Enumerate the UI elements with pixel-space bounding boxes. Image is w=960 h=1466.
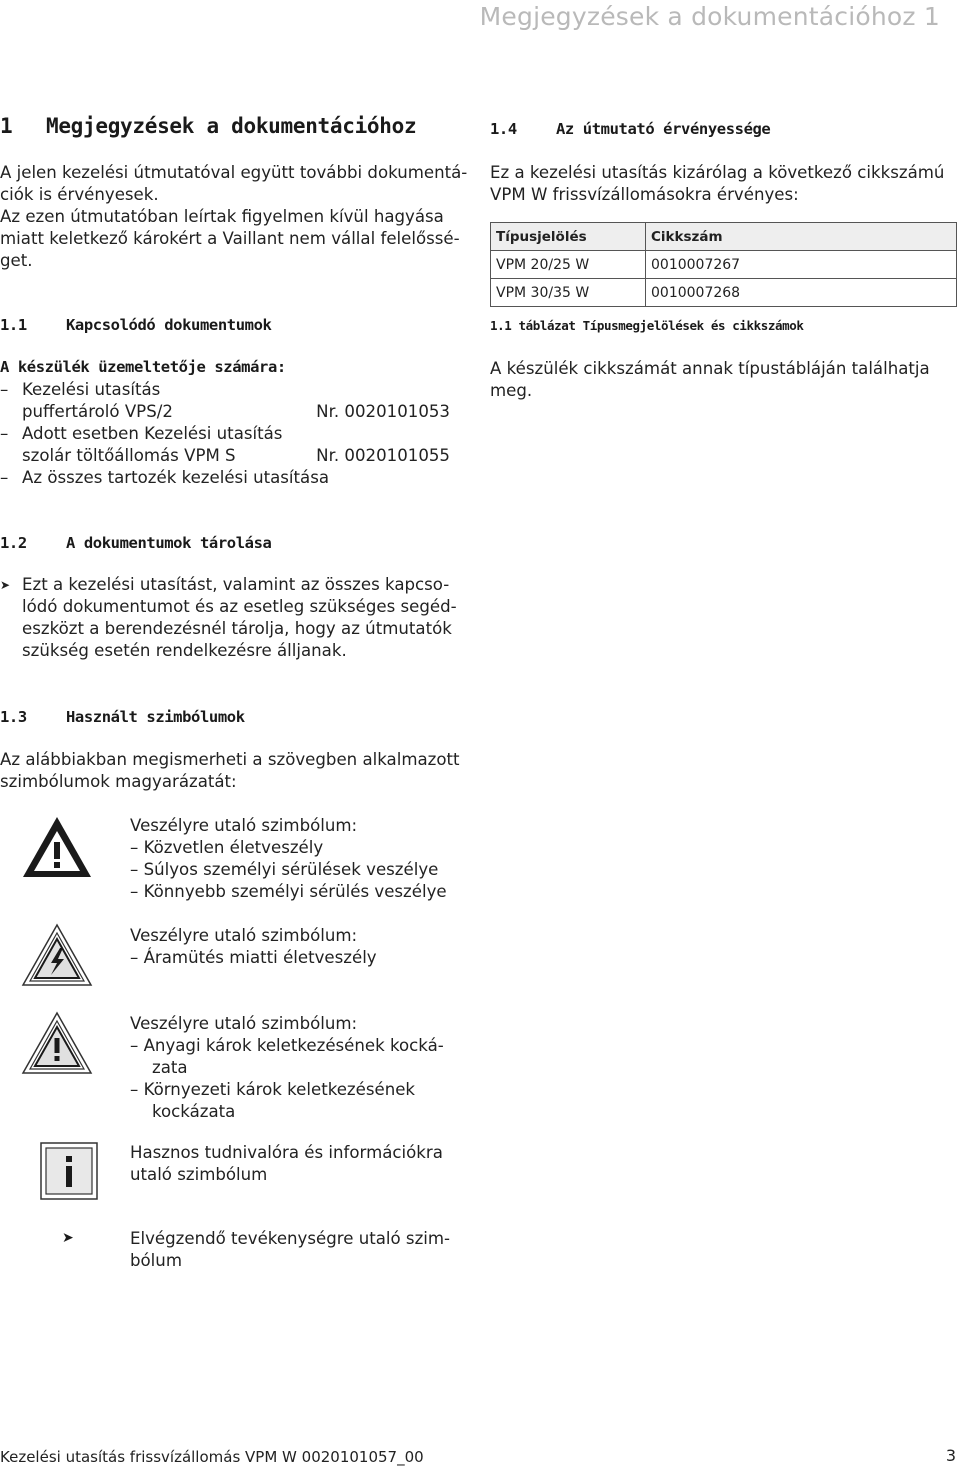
- table-cell: VPM 20/25 W: [491, 251, 646, 279]
- text-line: Az ezen útmutatóban leírtak figyelmen kívül hagyása: [0, 207, 444, 226]
- section-title: Megjegyzések a dokumentációhoz: [46, 114, 417, 138]
- section-number: 1.3: [0, 708, 27, 726]
- text-line: Hasznos tudnivalóra és információkra: [130, 1143, 443, 1162]
- text-line: miatt keletkező károkért a Vaillant nem vállal felelőssé-: [0, 229, 460, 248]
- text-line: szimbólumok magyarázatát:: [0, 772, 237, 791]
- related-documents-list: [0, 379, 470, 489]
- footer-document-id: Kezelési utasítás frissvízállomás VPM W 0020101057_00: [0, 1448, 424, 1466]
- running-header: Megjegyzések a dokumentációhoz 1: [479, 2, 940, 31]
- warning-triangle-bold-icon: [20, 814, 94, 884]
- type-table-wrapper: [490, 222, 957, 307]
- symbol-description: [130, 1013, 460, 1123]
- table-caption: 1.1 táblázat Típusmegjelölések és cikkszámok: [490, 318, 804, 333]
- text-line: VPM W frissvízállomásokra érvényes:: [490, 185, 799, 204]
- text-line: bólum: [130, 1251, 182, 1270]
- text-line: Ez a kezelési utasítás kizárólag a következő cikkszámú: [490, 163, 945, 182]
- table-cell: 0010007268: [646, 279, 957, 307]
- list-item-detail: [0, 401, 450, 423]
- text-line: – Anyagi károk keletkezésének kocká-: [130, 1036, 444, 1055]
- instruction-text: [22, 574, 457, 662]
- section-1-heading: [0, 114, 416, 138]
- doc-subtitle: puffertároló VPS/2: [22, 402, 173, 421]
- section-1-1-heading: [0, 316, 271, 334]
- doc-number: Nr. 0020101053: [316, 402, 450, 421]
- text-line: ciók is érvényesek.: [0, 185, 159, 204]
- table-cell: VPM 30/35 W: [491, 279, 646, 307]
- dash: –: [0, 424, 9, 443]
- section-1-3-heading: [0, 708, 245, 726]
- section-title: A dokumentumok tárolása: [66, 534, 272, 552]
- storage-instruction: [0, 574, 470, 662]
- list-item: [0, 423, 470, 445]
- text-line: A jelen kezelési útmutatóval együtt további dokumentá-: [0, 163, 468, 182]
- section-title: Az útmutató érvényessége: [556, 120, 771, 138]
- page-number: 3: [945, 1446, 956, 1465]
- arrow-bullet-icon: ➤: [0, 578, 11, 592]
- table-header-row: [491, 223, 957, 251]
- list-item: [0, 379, 470, 401]
- section-number: 1.1: [0, 316, 27, 334]
- table-row: [491, 279, 957, 307]
- text-line: lódó dokumentumot és az esetleg szükséges segéd-: [22, 597, 457, 616]
- text-line: get.: [0, 251, 33, 270]
- dash: –: [0, 468, 9, 487]
- section-number: 1.2: [0, 534, 27, 552]
- section-1-4-heading: [490, 120, 770, 138]
- section-1-intro: [0, 162, 470, 272]
- info-square-icon: [40, 1142, 98, 1204]
- text-line: Veszélyre utaló szimbólum:: [130, 816, 358, 835]
- section-number: 1.4: [490, 120, 517, 138]
- table-row: [491, 251, 957, 279]
- text-line: utaló szimbólum: [130, 1165, 268, 1184]
- text-line: Ezt a kezelési utasítást, valamint az összes kapcso-: [22, 575, 450, 594]
- type-table: [490, 222, 957, 307]
- text-line: – Közvetlen életveszély: [130, 838, 324, 857]
- arrow-bullet-icon: ➤: [62, 1230, 74, 1246]
- symbol-description: [130, 925, 460, 969]
- section-1-2-heading: [0, 534, 271, 552]
- section-title: Használt szimbólumok: [66, 708, 245, 726]
- section-number: 1: [0, 114, 13, 138]
- list-item: [0, 467, 470, 489]
- validity-text: [490, 162, 960, 206]
- list-item-detail: [0, 445, 450, 467]
- symbols-intro: [0, 749, 470, 793]
- text-line: – Környezeti károk keletkezésének: [130, 1080, 416, 1099]
- warning-triangle-outline-icon: [20, 1010, 94, 1080]
- text-line: szükség esetén rendelkezésre álljanak.: [22, 641, 347, 660]
- doc-title: Adott esetben Kezelési utasítás: [22, 424, 283, 443]
- doc-subtitle: szolár töltőállomás VPM S: [22, 446, 236, 465]
- text-line: kockázata: [152, 1102, 236, 1121]
- text-line: Veszélyre utaló szimbólum:: [130, 926, 358, 945]
- column-header: Cikkszám: [646, 223, 957, 251]
- doc-number: Nr. 0020101055: [316, 446, 450, 465]
- symbol-description: [130, 815, 460, 903]
- text-line: Az alábbiakban megismerheti a szövegben alkalmazott: [0, 750, 460, 769]
- electric-shock-triangle-icon: [20, 922, 94, 992]
- text-line: Elvégzendő tevékenységre utaló szim-: [130, 1229, 451, 1248]
- column-header: Típusjelölés: [491, 223, 646, 251]
- text-line: – Áramütés miatti életveszély: [130, 948, 377, 967]
- section-title: Kapcsolódó dokumentumok: [66, 316, 272, 334]
- doc-title: Az összes tartozék kezelési utasítása: [22, 468, 330, 487]
- symbol-description: [130, 1142, 460, 1186]
- text-line: Veszélyre utaló szimbólum:: [130, 1014, 358, 1033]
- dash: –: [0, 380, 9, 399]
- type-plate-note: [490, 358, 950, 402]
- operator-subheading: A készülék üzemeltetője számára:: [0, 358, 286, 376]
- text-line: A készülék cikkszámát annak típustábláján találhatja: [490, 359, 930, 378]
- text-line: zata: [152, 1058, 188, 1077]
- table-cell: 0010007267: [646, 251, 957, 279]
- text-line: – Könnyebb személyi sérülés veszélye: [130, 882, 447, 901]
- symbol-description: [130, 1228, 460, 1272]
- text-line: – Súlyos személyi sérülések veszélye: [130, 860, 439, 879]
- text-line: eszközt a berendezésnél tárolja, hogy az útmutatók: [22, 619, 452, 638]
- text-line: meg.: [490, 381, 533, 400]
- doc-title: Kezelési utasítás: [22, 380, 161, 399]
